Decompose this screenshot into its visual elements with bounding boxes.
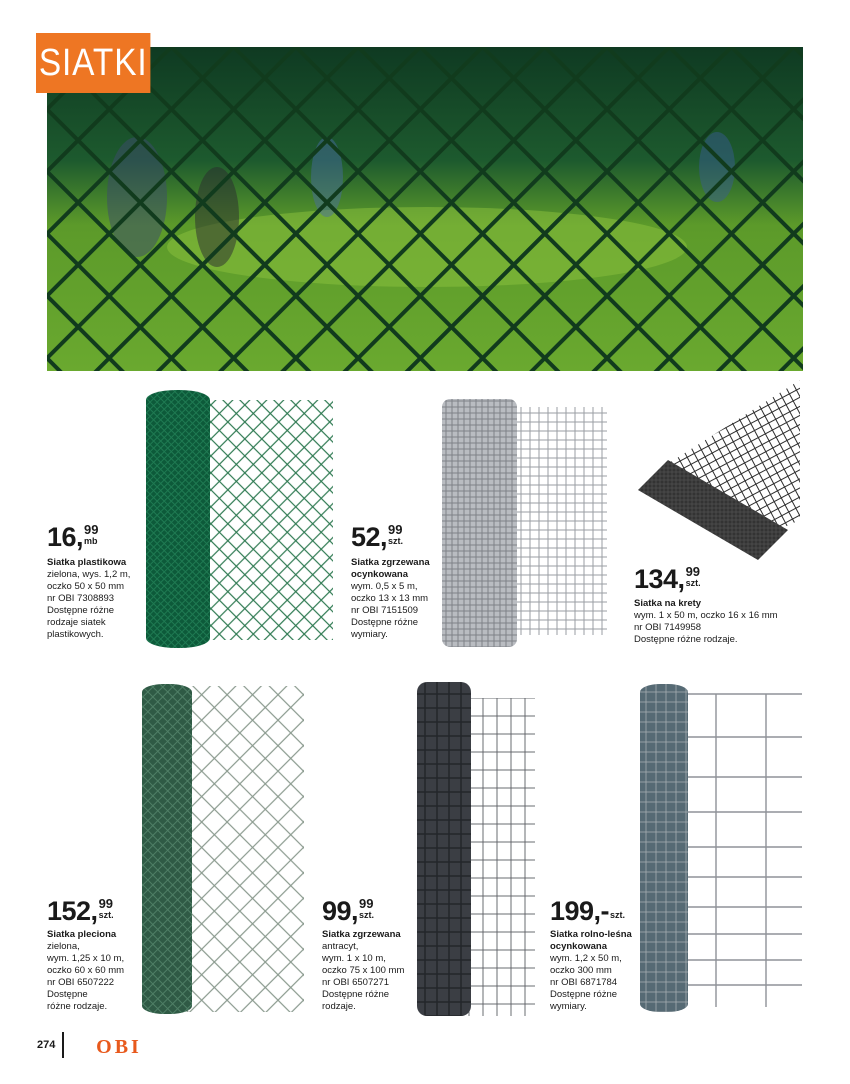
price-product-3 bbox=[634, 565, 701, 593]
desc-line: oczko 13 x 13 mm bbox=[351, 593, 429, 604]
product-name: Siatka zgrzewana bbox=[351, 557, 430, 568]
product-image-welded-galvanized bbox=[440, 395, 610, 650]
desc-line: Dostępne różne bbox=[47, 605, 115, 616]
desc-line: oczko 75 x 100 mm bbox=[322, 965, 405, 976]
price-product-5 bbox=[322, 897, 374, 925]
desc-line: Dostępne różne bbox=[351, 617, 419, 628]
price-cents: 99 bbox=[84, 522, 99, 537]
price-cents: 99 bbox=[388, 522, 403, 537]
price-cents: 99 bbox=[359, 896, 374, 911]
price-unit: szt. bbox=[685, 578, 701, 588]
product-description-1 bbox=[47, 557, 142, 641]
desc-line: rodzaje siatek bbox=[47, 617, 106, 628]
product-description-5 bbox=[322, 929, 417, 1013]
section-title: SIATKI bbox=[36, 33, 150, 93]
price-unit: szt. bbox=[388, 536, 404, 546]
price-main: 52, bbox=[351, 522, 388, 552]
price-unit: mb bbox=[84, 536, 98, 546]
desc-line: oczko 60 x 60 mm bbox=[47, 965, 125, 976]
product-name: Siatka pleciona bbox=[47, 929, 117, 940]
price-product-2 bbox=[351, 523, 403, 551]
product-description-6 bbox=[550, 929, 645, 1013]
hero-fence-photo bbox=[47, 47, 803, 371]
footer-divider bbox=[62, 1032, 64, 1058]
price-main: 134, bbox=[634, 564, 685, 594]
price-unit: szt. bbox=[98, 910, 114, 920]
desc-line: Dostępne różne bbox=[550, 989, 618, 1000]
product-description-4 bbox=[47, 929, 142, 1013]
desc-line: różne rodzaje. bbox=[47, 1001, 108, 1012]
price-main: 152, bbox=[47, 896, 98, 926]
desc-line: wym. 1,2 x 50 m, bbox=[550, 953, 622, 964]
desc-line: nr OBI 7149958 bbox=[634, 622, 702, 633]
price-product-4 bbox=[47, 897, 114, 925]
obi-logo bbox=[82, 1036, 156, 1056]
desc-line: zielona, wys. 1,2 m, bbox=[47, 569, 131, 580]
desc-line: Dostępne bbox=[47, 989, 88, 1000]
product-description-3 bbox=[634, 598, 809, 646]
price-unit: szt. bbox=[359, 910, 375, 920]
desc-line: wym. 1 x 50 m, oczko 16 x 16 mm bbox=[634, 610, 778, 621]
product-image-plastic-mesh bbox=[143, 388, 338, 653]
desc-line: wymiary. bbox=[550, 1001, 587, 1012]
price-main: 99, bbox=[322, 896, 359, 926]
price-unit: szt. bbox=[610, 910, 626, 920]
desc-line: nr OBI 7308893 bbox=[47, 593, 115, 604]
price-product-1 bbox=[47, 523, 99, 551]
product-image-mole-net bbox=[628, 380, 803, 565]
product-image-woven-mesh bbox=[138, 682, 308, 1017]
product-name: Siatka na krety bbox=[634, 598, 702, 609]
product-name: Siatka plastikowa bbox=[47, 557, 127, 568]
product-name: Siatka zgrzewana bbox=[322, 929, 401, 940]
desc-line: Dostępne różne bbox=[322, 989, 390, 1000]
desc-line: wym. 1,25 x 10 m, bbox=[47, 953, 125, 964]
product-image-welded-anthracite bbox=[413, 680, 538, 1020]
desc-line: nr OBI 6507222 bbox=[47, 977, 115, 988]
price-cents: 99 bbox=[685, 564, 701, 579]
product-name-2: ocynkowana bbox=[351, 569, 409, 580]
price-main: 199,- bbox=[550, 896, 610, 926]
price-main: 16, bbox=[47, 522, 84, 552]
product-name: Siatka rolno-leśna bbox=[550, 929, 632, 940]
svg-text:OBI: OBI bbox=[96, 1036, 142, 1056]
price-cents: 99 bbox=[98, 896, 114, 911]
desc-line: nr OBI 7151509 bbox=[351, 605, 419, 616]
desc-line: rodzaje. bbox=[322, 1001, 356, 1012]
desc-line: wym. 0,5 x 5 m, bbox=[351, 581, 418, 592]
desc-line: zielona, bbox=[47, 941, 80, 952]
desc-line: Dostępne różne rodzaje. bbox=[634, 634, 738, 645]
desc-line: oczko 50 x 50 mm bbox=[47, 581, 125, 592]
desc-line: wymiary. bbox=[351, 629, 388, 640]
desc-line: nr OBI 6507271 bbox=[322, 977, 390, 988]
page-number: 274 bbox=[37, 1039, 56, 1051]
product-name-2: ocynkowana bbox=[550, 941, 608, 952]
desc-line: plastikowych. bbox=[47, 629, 104, 640]
desc-line: oczko 300 mm bbox=[550, 965, 612, 976]
desc-line: nr OBI 6871784 bbox=[550, 977, 618, 988]
desc-line: wym. 1 x 10 m, bbox=[322, 953, 386, 964]
desc-line: antracyt, bbox=[322, 941, 359, 952]
price-product-6 bbox=[550, 897, 625, 925]
product-image-forest-net bbox=[636, 682, 804, 1017]
product-description-2 bbox=[351, 557, 441, 641]
